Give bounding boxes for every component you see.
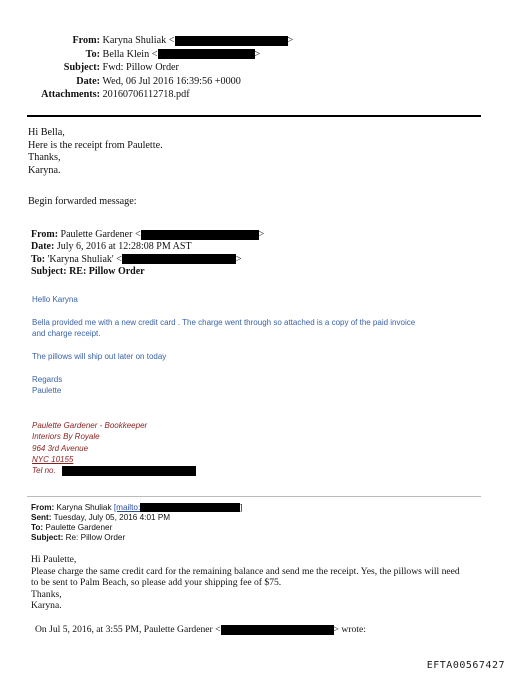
orig-sent-value: Tuesday, July 05, 2016 4:01 PM: [53, 513, 171, 522]
fwd-subject-row: [31, 266, 264, 278]
signature-block: [32, 420, 196, 476]
attachment-link[interactable]: 20160706112718.pdf: [102, 89, 190, 100]
reply-name: Paulette: [32, 385, 62, 395]
redaction-bar: [141, 230, 259, 240]
orig-to-row: [31, 523, 243, 533]
header-from-label: From:: [72, 35, 100, 46]
orig-subject-label: Subject:: [31, 533, 64, 542]
orig-from-label: From:: [31, 503, 55, 512]
orig-from-value: Karyna Shuliak: [56, 503, 112, 512]
fwd-to-value: 'Karyna Shuliak' <: [47, 253, 122, 265]
orig-sent-label: Sent:: [31, 513, 52, 522]
header-to-value: Bella Klein <: [102, 48, 158, 60]
signature-address: 964 3rd Avenue: [32, 443, 89, 453]
quote-line: [35, 624, 366, 636]
signature-tel-row: [32, 465, 196, 476]
redaction-bar: [122, 254, 236, 264]
header-subject-label: Subject:: [63, 62, 100, 73]
orig-to-value: Paulette Gardener: [45, 523, 113, 532]
signature-tel-label: Tel no.: [32, 466, 56, 476]
forwarded-header: [31, 229, 264, 278]
redaction-bar: [175, 36, 288, 46]
reply-regards: Regards: [32, 375, 63, 384]
orig-sent-row: [31, 513, 243, 523]
fwd-subject-label: Subject:: [31, 265, 67, 277]
message-line: Karyna.: [28, 164, 61, 176]
fwd-date-value: July 6, 2016 at 12:28:08 PM AST: [56, 241, 192, 253]
redaction-bar: [158, 49, 255, 59]
orig-from-row: [31, 503, 243, 513]
header-from-value: Karyna Shuliak <: [102, 35, 175, 46]
orig-subject-value: Re: Pillow Order: [65, 533, 126, 542]
reply-line: and charge receipt.: [32, 328, 101, 338]
header-date-value: Wed, 06 Jul 2016 16:39:56 +0000: [102, 75, 241, 87]
header-attachments-row: [36, 88, 293, 102]
message-line: Hi Bella,: [28, 127, 65, 138]
fwd-from-label: From:: [31, 229, 59, 240]
reply-paragraph-2: The pillows will ship out later on today: [32, 352, 167, 361]
message-body: [28, 127, 163, 177]
header-from-row: [36, 34, 293, 48]
signature-company: Interiors By Royale: [32, 432, 100, 442]
quote-prefix: On Jul 5, 2016, at 3:55 PM, Paulette Gardener <: [35, 624, 221, 635]
signature-name: Paulette Gardener - Bookkeeper: [32, 421, 148, 430]
forward-line: Begin forwarded message:: [28, 196, 137, 207]
mailto-link[interactable]: [mailto:: [113, 503, 141, 512]
header-attachments-label: Attachments:: [41, 89, 100, 100]
fwd-to-row: [31, 254, 264, 266]
reply-paragraph-1: [32, 318, 415, 339]
email-header: [36, 34, 293, 102]
fwd-date-label: Date:: [31, 241, 55, 253]
orig-subject-row: [31, 533, 243, 543]
fwd-from-row: [31, 229, 264, 241]
header-divider: [27, 115, 481, 117]
fwd-to-label: To:: [31, 253, 46, 265]
reply-line: Bella provided me with a new credit card . The charge went through so attached is a copy of the paid invoice: [32, 318, 416, 327]
original-header: [31, 503, 243, 543]
fwd-subject-value: RE: Pillow Order: [69, 265, 145, 277]
orig-line: Thanks,: [31, 588, 62, 600]
fwd-date-row: [31, 241, 264, 253]
header-to-row: [36, 48, 293, 62]
fwd-from-close: >: [258, 229, 265, 240]
mailto-close: ]: [240, 503, 243, 512]
header-from-close: >: [287, 35, 294, 46]
fwd-from-value: Paulette Gardener <: [60, 229, 141, 240]
redaction-bar: [62, 466, 196, 476]
original-body: [31, 554, 460, 612]
orig-line: Karyna.: [31, 600, 62, 612]
orig-line: to be sent to Palm Beach, so please add your shipping fee of $75.: [31, 577, 282, 589]
header-date-row: [36, 75, 293, 89]
quote-suffix: > wrote:: [333, 624, 366, 635]
header-to-label: To:: [85, 48, 100, 60]
signature-city: NYC 10155: [32, 454, 74, 464]
message-line: Here is the receipt from Paulette.: [28, 139, 163, 151]
redaction-bar: [221, 625, 334, 635]
header-date-label: Date:: [76, 75, 100, 87]
document-id: EFTA00567427: [426, 660, 505, 671]
reply-divider: [27, 496, 481, 497]
orig-line: Please charge the same credit card for the remaining balance and send me the receipt. Yes, the pillows will need: [31, 565, 460, 577]
header-to-close: >: [254, 48, 261, 60]
message-line: Thanks,: [28, 152, 61, 164]
reply-greeting: Hello Karyna: [32, 295, 78, 304]
header-subject-value: Fwd: Pillow Order: [102, 62, 179, 73]
header-subject-row: [36, 61, 293, 75]
fwd-to-close: >: [235, 253, 242, 265]
orig-to-label: To:: [31, 523, 44, 532]
orig-line: Hi Paulette,: [31, 554, 77, 565]
reply-closing: [32, 375, 62, 396]
redaction-bar: [140, 503, 243, 512]
